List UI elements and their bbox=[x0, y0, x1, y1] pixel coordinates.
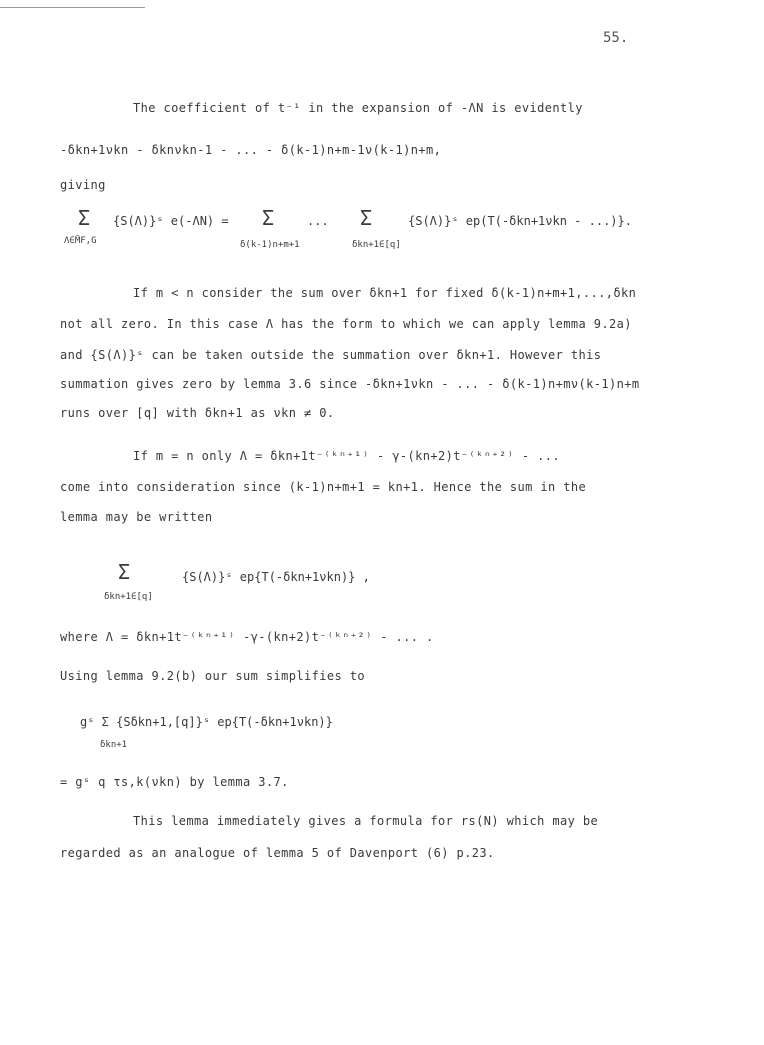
text-line-16: regarded as an analogue of lemma 5 of Davenport (6) p.23. bbox=[60, 846, 495, 860]
sum-sign: Σ bbox=[360, 206, 373, 230]
eq1-dots: ... bbox=[307, 214, 329, 228]
sum-sign: Σ bbox=[262, 206, 275, 230]
text-line-3: giving bbox=[60, 178, 106, 192]
text-line-12: where Λ = δkn+1t⁻⁽ᵏⁿ⁺¹⁾ -γ-(kn+2)t⁻⁽ᵏⁿ⁺²⁾ - ... . bbox=[60, 630, 434, 644]
eq1-mid-sum-sub: δ(k-1)n+m+1 bbox=[240, 240, 300, 250]
eq1-right-body: {S(Λ)}ˢ ep(T(-δkn+1νkn - ...)}. bbox=[408, 214, 632, 228]
eq1-right-sum-sub: δkn+1∈[q] bbox=[352, 240, 401, 250]
text-line-15: This lemma immediately gives a formula for rs(N) which may be bbox=[133, 814, 599, 828]
text-line-1: The coefficient of t⁻¹ in the expansion of -ΛN is evidently bbox=[133, 101, 583, 115]
scan-edge-line bbox=[0, 7, 145, 8]
text-line-13: Using lemma 9.2(b) our sum simplifies to bbox=[60, 669, 365, 683]
text-line-4: If m < n consider the sum over δkn+1 for fixed δ(k-1)n+m+1,...,δkn bbox=[133, 286, 637, 300]
eq1-left-body: {S(Λ)}ˢ e(-ΛN) = bbox=[113, 214, 229, 228]
text-line-11: lemma may be written bbox=[60, 510, 213, 524]
text-line-6: and {S(Λ)}ˢ can be taken outside the summation over δkn+1. However this bbox=[60, 348, 602, 362]
eq2-sum-sub: δkn+1∈[q] bbox=[104, 592, 153, 602]
eq1-left-sum-sub: Λ∈M̄F,G bbox=[64, 236, 97, 246]
text-line-10: come into consideration since (k-1)n+m+1 = kn+1. Hence the sum in the bbox=[60, 480, 587, 494]
page-number: 55. bbox=[603, 30, 629, 46]
eq3-sum-sub: δkn+1 bbox=[100, 740, 128, 750]
eq3-body: gˢ Σ {Sδkn+1,[q]}ˢ ep{T(-δkn+1νkn)} bbox=[80, 715, 333, 729]
text-line-2: -δkn+1νkn - δknνkn-1 - ... - δ(k-1)n+m-1ν(k-1)n+m, bbox=[60, 143, 442, 157]
text-line-14: = gˢ q τs,k(νkn) by lemma 3.7. bbox=[60, 775, 289, 789]
eq2-body: {S(Λ)}ˢ ep{T(-δkn+1νkn)} , bbox=[182, 570, 370, 584]
text-line-9: If m = n only Λ = δkn+1t⁻⁽ᵏⁿ⁺¹⁾ - γ-(kn+2)t⁻⁽ᵏⁿ⁺²⁾ - ... bbox=[133, 449, 560, 463]
text-line-8: runs over [q] with δkn+1 as νkn ≠ 0. bbox=[60, 406, 335, 420]
sum-sign: Σ bbox=[78, 206, 91, 230]
text-line-5: not all zero. In this case Λ has the form to which we can apply lemma 9.2a) bbox=[60, 317, 632, 331]
text-line-7: summation gives zero by lemma 3.6 since -δkn+1νkn - ... - δ(k-1)n+mν(k-1)n+m bbox=[60, 377, 640, 391]
sum-sign: Σ bbox=[118, 560, 131, 584]
